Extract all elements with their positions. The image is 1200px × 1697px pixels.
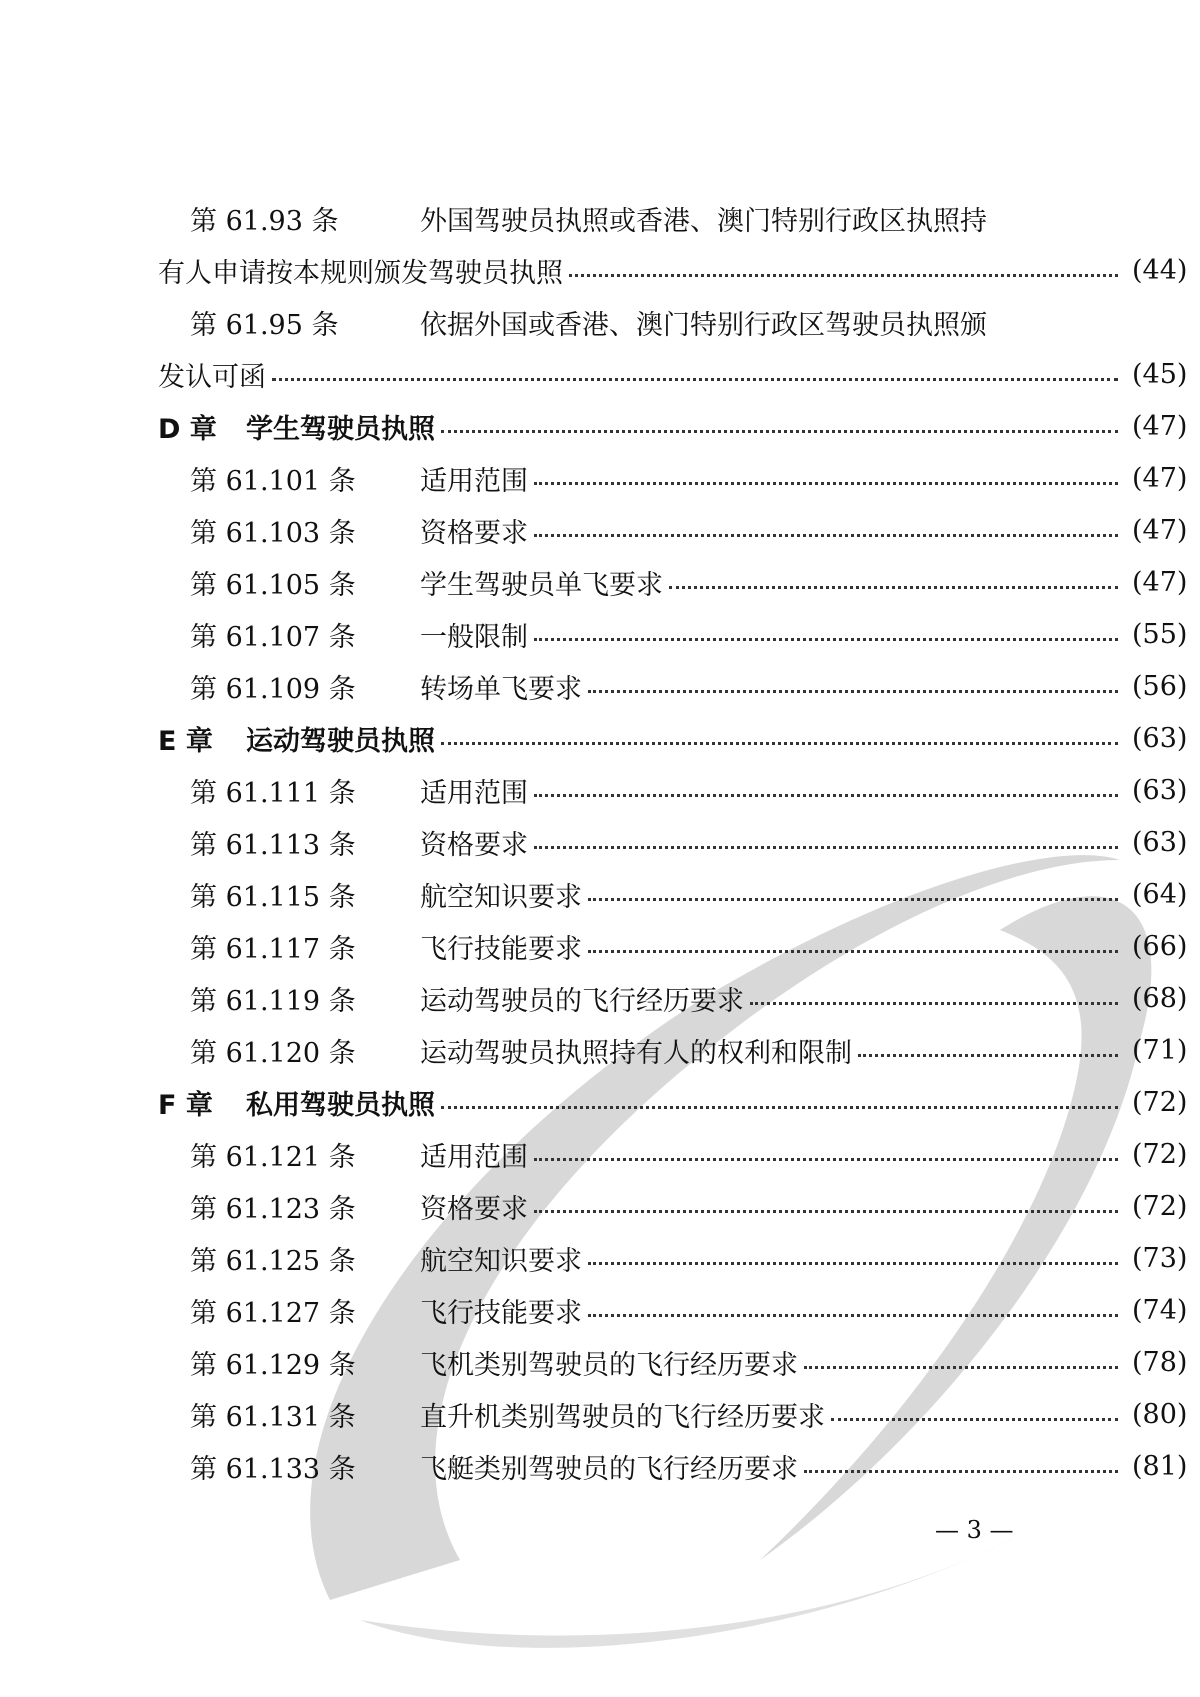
entry-page: (80) [1132,1398,1188,1430]
entry-number: 第 61.133 条 [190,1453,356,1485]
entry-page: (81) [1132,1450,1188,1482]
entry-title: 飞行技能要求 [420,1297,582,1329]
chapter-letter: F 章 [158,1089,213,1121]
entry-title: 航空知识要求 [420,1245,582,1277]
toc-entry-61-95-cont [0,354,1200,394]
toc-entry-61-93-cont [0,250,1200,290]
leader-dots [534,534,1118,537]
chapter-page: (63) [1132,722,1188,754]
toc-entry [0,562,1200,602]
entry-page: (73) [1132,1242,1188,1274]
chapter-title: 私用驾驶员执照 [246,1089,435,1121]
entry-title: 适用范围 [420,777,528,809]
entry-title: 飞机类别驾驶员的飞行经历要求 [420,1349,798,1381]
entry-number: 第 61.119 条 [190,985,356,1017]
leader-dots [534,482,1118,485]
toc-entry [0,1446,1200,1486]
leader-dots [588,950,1118,953]
entry-title: 航空知识要求 [420,881,582,913]
toc-entry [0,510,1200,550]
chapter-d [0,406,1200,446]
entry-page: (63) [1132,826,1188,858]
leader-dots [669,586,1118,589]
entry-number: 第 61.123 条 [190,1193,356,1225]
entry-page: (64) [1132,878,1188,910]
entry-title: 转场单飞要求 [420,673,582,705]
entry-page: (56) [1132,670,1188,702]
entry-title: 资格要求 [420,517,528,549]
chapter-e [0,718,1200,758]
leader-dots [569,274,1118,277]
entry-title-cont: 发认可函 [158,361,266,393]
leader-dots [272,378,1118,381]
toc-entry [0,1342,1200,1382]
entry-title: 运动驾驶员的飞行经历要求 [420,985,744,1017]
chapter-letter: D 章 [158,413,217,445]
entry-number: 第 61.109 条 [190,673,356,705]
entry-title: 一般限制 [420,621,528,653]
entry-page: (47) [1132,566,1188,598]
leader-dots [534,638,1118,641]
entry-number: 第 61.103 条 [190,517,356,549]
entry-number: 第 61.105 条 [190,569,356,601]
entry-number: 第 61.111 条 [190,777,356,809]
toc-entry [0,458,1200,498]
leader-dots [534,846,1118,849]
entry-number: 第 61.120 条 [190,1037,356,1069]
chapter-title: 运动驾驶员执照 [246,725,435,757]
leader-dots [534,1210,1118,1213]
entry-title: 适用范围 [420,465,528,497]
entry-page: (45) [1132,358,1188,390]
page-number: — 3 — [935,1516,1014,1544]
entry-page: (72) [1132,1138,1188,1170]
entry-number: 第 61.121 条 [190,1141,356,1173]
toc-entry [0,1030,1200,1070]
leader-dots [804,1470,1118,1473]
entry-page: (66) [1132,930,1188,962]
toc-entry [0,770,1200,810]
chapter-page: (47) [1132,410,1188,442]
entry-number: 第 61.115 条 [190,881,356,913]
chapter-f [0,1082,1200,1122]
toc-entry [0,1290,1200,1330]
leader-dots [831,1418,1118,1421]
entry-title: 直升机类别驾驶员的飞行经历要求 [420,1401,825,1433]
leader-dots [804,1366,1118,1369]
entry-title: 运动驾驶员执照持有人的权利和限制 [420,1037,852,1069]
leader-dots [441,742,1118,745]
entry-number: 第 61.127 条 [190,1297,356,1329]
entry-number: 第 61.93 条 [190,205,339,237]
entry-page: (68) [1132,982,1188,1014]
entry-page: (78) [1132,1346,1188,1378]
toc-entry [0,874,1200,914]
entry-page: (47) [1132,514,1188,546]
entry-title: 依据外国或香港、澳门特别行政区驾驶员执照颁 [420,309,987,341]
chapter-title: 学生驾驶员执照 [246,413,435,445]
entry-title: 飞艇类别驾驶员的飞行经历要求 [420,1453,798,1485]
toc-entry [0,614,1200,654]
chapter-page: (72) [1132,1086,1188,1118]
leader-dots [858,1054,1118,1057]
leader-dots [588,1314,1118,1317]
entry-number: 第 61.131 条 [190,1401,356,1433]
leader-dots [534,794,1118,797]
entry-page: (47) [1132,462,1188,494]
entry-page: (72) [1132,1190,1188,1222]
entry-title: 适用范围 [420,1141,528,1173]
entry-number: 第 61.107 条 [190,621,356,653]
toc-entry [0,1134,1200,1174]
leader-dots [534,1158,1118,1161]
chapter-letter: E 章 [158,725,213,757]
entry-title: 资格要求 [420,1193,528,1225]
toc-entry-61-95 [0,302,1200,342]
entry-number: 第 61.117 条 [190,933,356,965]
leader-dots [750,1002,1118,1005]
toc-entry [0,1186,1200,1226]
leader-dots [441,1106,1118,1109]
entry-title: 资格要求 [420,829,528,861]
entry-title-cont: 有人申请按本规则颁发驾驶员执照 [158,257,563,289]
leader-dots [588,898,1118,901]
toc-entry [0,822,1200,862]
entry-number: 第 61.101 条 [190,465,356,497]
entry-number: 第 61.129 条 [190,1349,356,1381]
entry-page: (63) [1132,774,1188,806]
entry-page: (55) [1132,618,1188,650]
leader-dots [588,1262,1118,1265]
toc-entry [0,926,1200,966]
entry-page: (44) [1132,254,1188,286]
toc-entry-61-93 [0,198,1200,238]
leader-dots [441,430,1118,433]
entry-page: (71) [1132,1034,1188,1066]
leader-dots [588,690,1118,693]
entry-number: 第 61.125 条 [190,1245,356,1277]
toc-entry [0,666,1200,706]
toc-entry [0,978,1200,1018]
toc-entry [0,1394,1200,1434]
entry-title: 外国驾驶员执照或香港、澳门特别行政区执照持 [420,205,987,237]
entry-number: 第 61.95 条 [190,309,339,341]
toc-entry [0,1238,1200,1278]
entry-title: 飞行技能要求 [420,933,582,965]
entry-page: (74) [1132,1294,1188,1326]
entry-title: 学生驾驶员单飞要求 [420,569,663,601]
entry-number: 第 61.113 条 [190,829,356,861]
